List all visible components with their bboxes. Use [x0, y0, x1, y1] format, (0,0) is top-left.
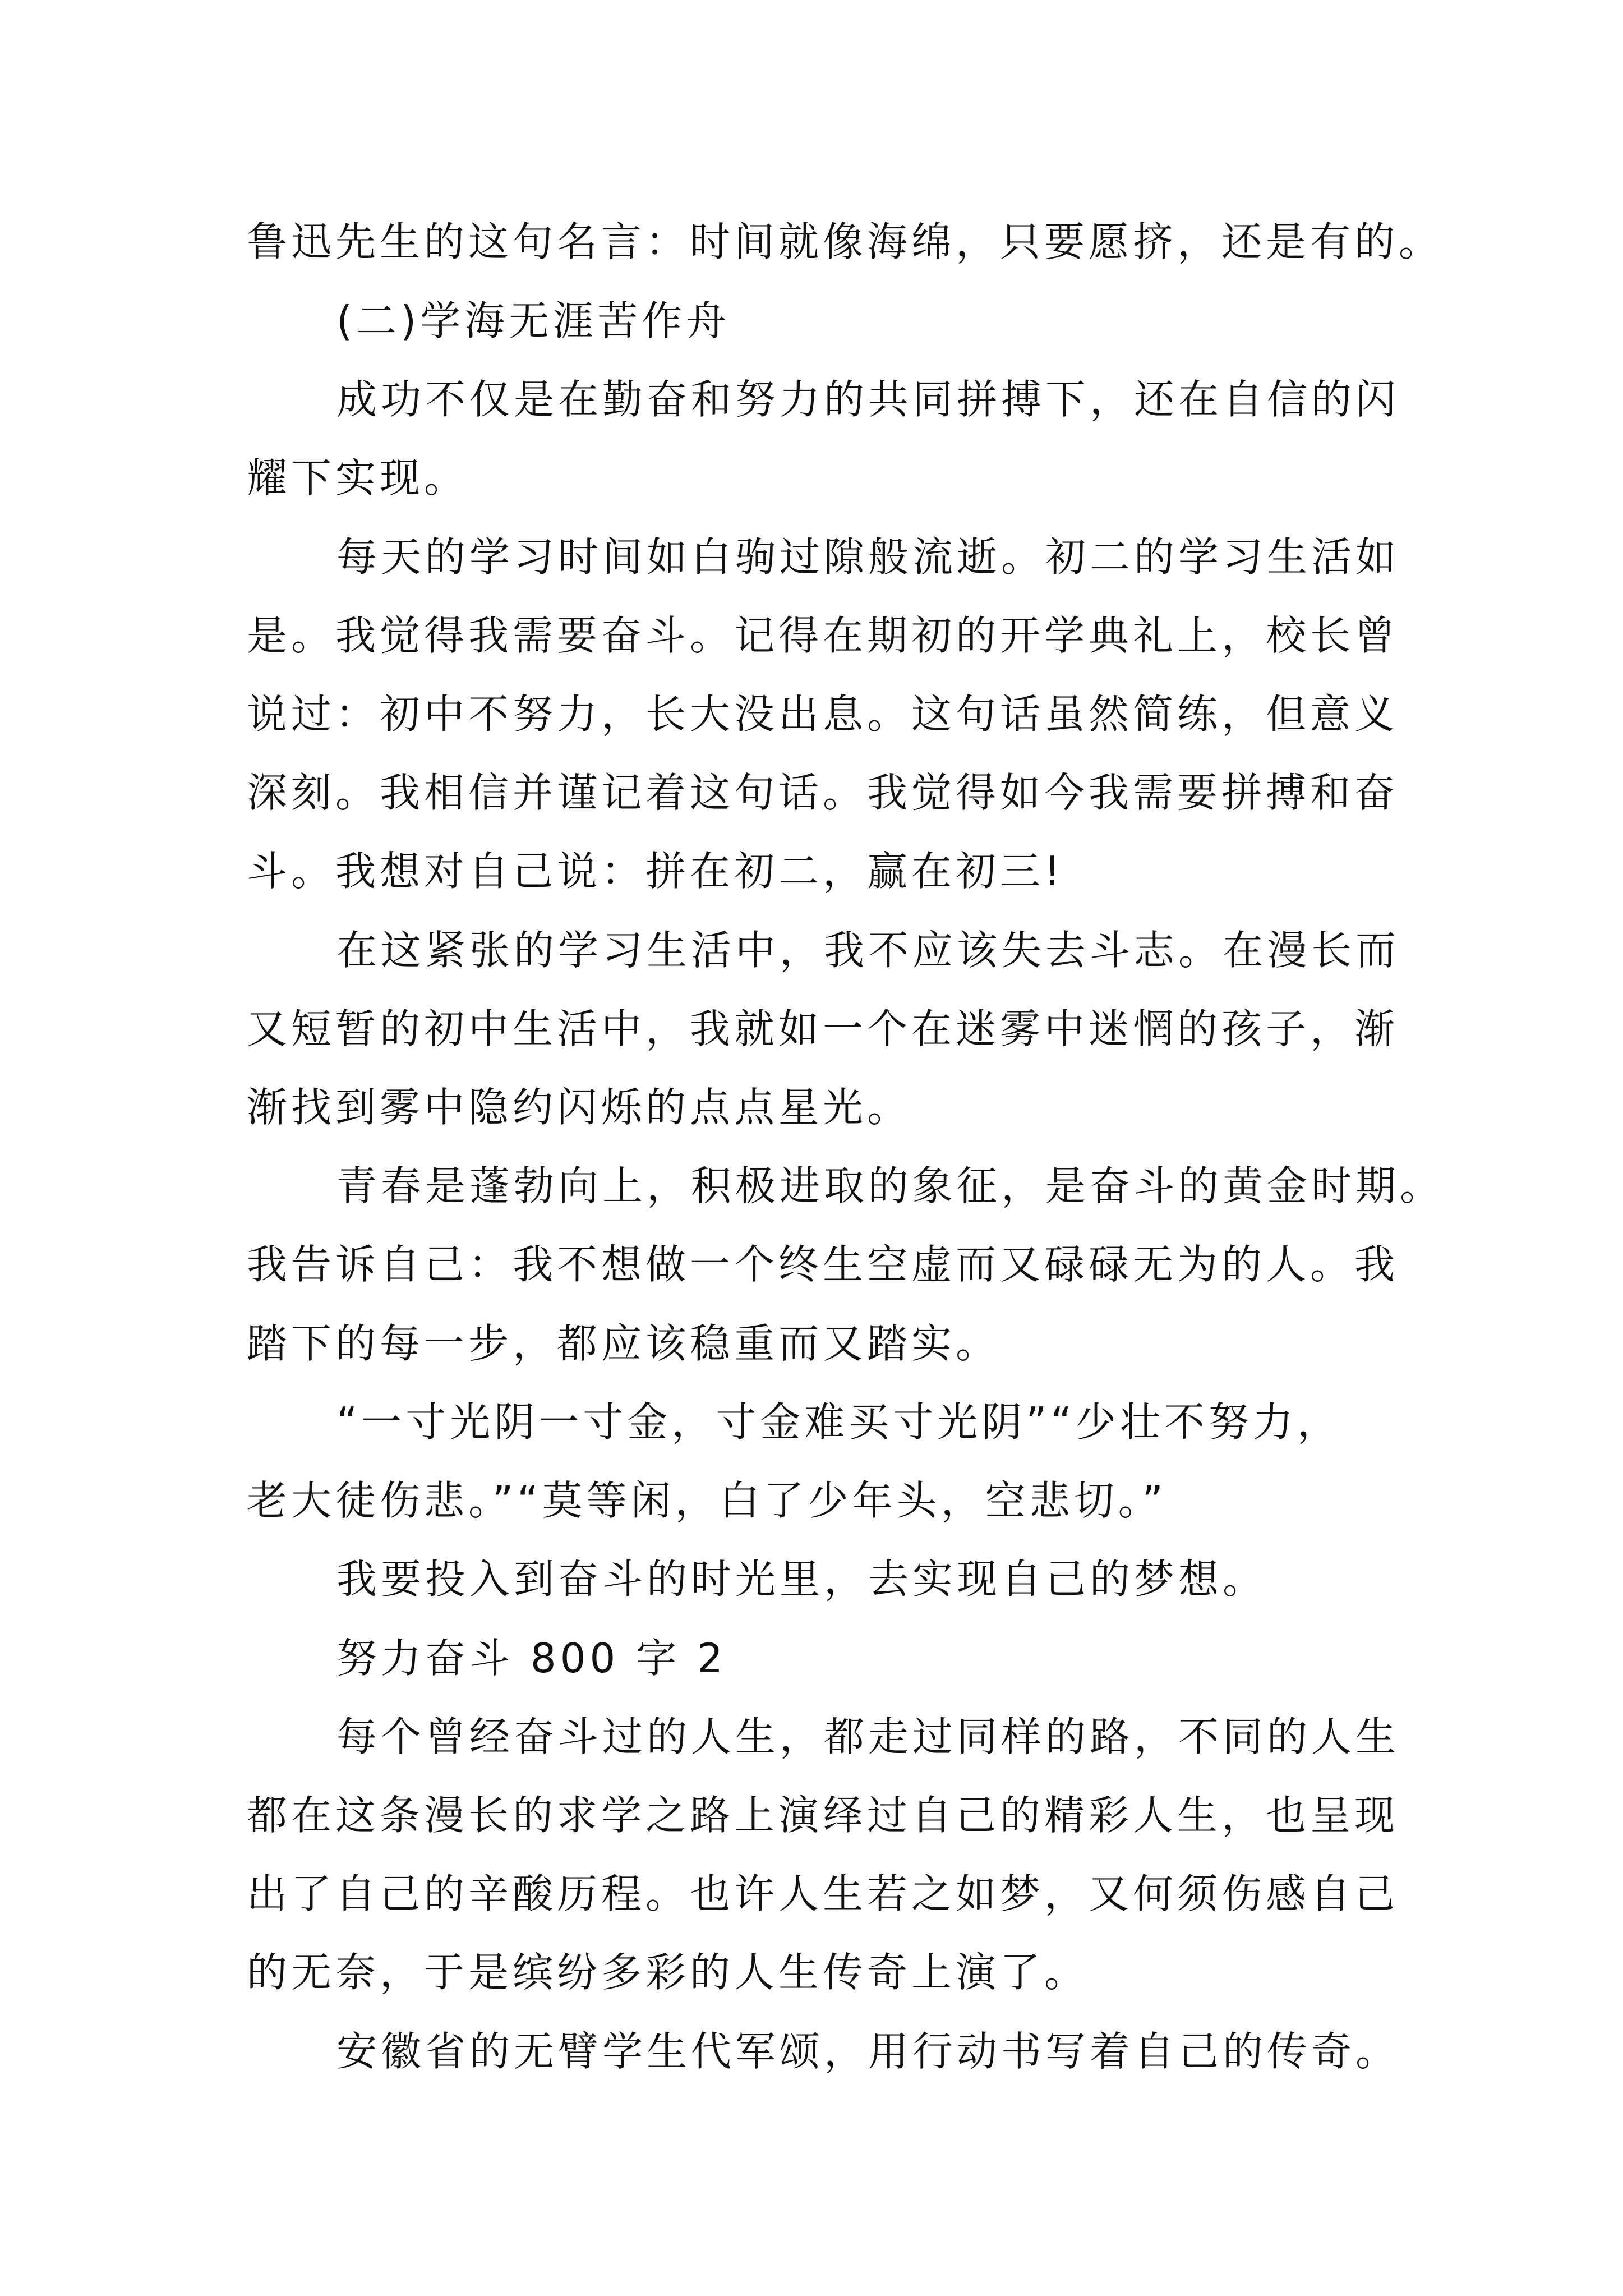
text-line: 我要投入到奋斗的时光里，去实现自己的梦想。: [336, 1556, 1267, 1603]
text-line: 深刻。我相信并谨记着这句话。我觉得如今我需要拼搏和奋: [247, 769, 1399, 816]
section-heading: (二)学海无涯苦作舟: [336, 297, 731, 344]
text-line: 渐找到雾中隐约闪烁的点点星光。: [247, 1084, 912, 1131]
text-line: 在这紧张的学习生活中，我不应该失去斗志。在漫长而: [336, 927, 1400, 974]
text-line: 每天的学习时间如白驹过隙般流逝。初二的学习生活如: [336, 533, 1400, 581]
text-line: 鲁迅先生的这句名言：时间就像海绵，只要愿挤，还是有的。: [247, 218, 1444, 265]
text-line: 老大徒伤悲。”“莫等闲，白了少年头，空悲切。”: [247, 1477, 1167, 1524]
text-line: 耀下实现。: [247, 454, 469, 501]
text-line: 出了自己的辛酸历程。也许人生若之如梦，又何须伤感自己: [247, 1870, 1399, 1917]
text-line: 每个曾经奋斗过的人生，都走过同样的路，不同的人生: [336, 1713, 1400, 1760]
text-line: 成功不仅是在勤奋和努力的共同拼搏下，还在自信的闪: [336, 376, 1400, 423]
text-line: 又短暂的初中生活中，我就如一个在迷雾中迷惘的孩子，渐: [247, 1005, 1399, 1052]
text-line: 青春是蓬勃向上，积极进取的象征，是奋斗的黄金时期。: [336, 1162, 1445, 1209]
article-subtitle: 努力奋斗 800 字 2: [336, 1635, 727, 1682]
text-line: 安徽省的无臂学生代军颂，用行动书写着自己的传奇。: [336, 2028, 1400, 2075]
text-line: 的无奈，于是缤纷多彩的人生传奇上演了。: [247, 1949, 1089, 1996]
text-line: 我告诉自己：我不想做一个终生空虚而又碌碌无为的人。我: [247, 1241, 1399, 1288]
text-line: 说过：初中不努力，长大没出息。这句话虽然简练，但意义: [247, 691, 1399, 738]
text-line: “一寸光阴一寸金，寸金难买寸光阴”“少壮不努力，: [336, 1398, 1341, 1446]
text-line: 斗。我想对自己说：拼在初二，赢在初三!: [247, 848, 1064, 895]
text-line: 是。我觉得我需要奋斗。记得在期初的开学典礼上，校长曾: [247, 612, 1399, 659]
text-line: 踏下的每一步，都应该稳重而又踏实。: [247, 1320, 1000, 1367]
text-line: 都在这条漫长的求学之路上演绎过自己的精彩人生，也呈现: [247, 1792, 1399, 1839]
